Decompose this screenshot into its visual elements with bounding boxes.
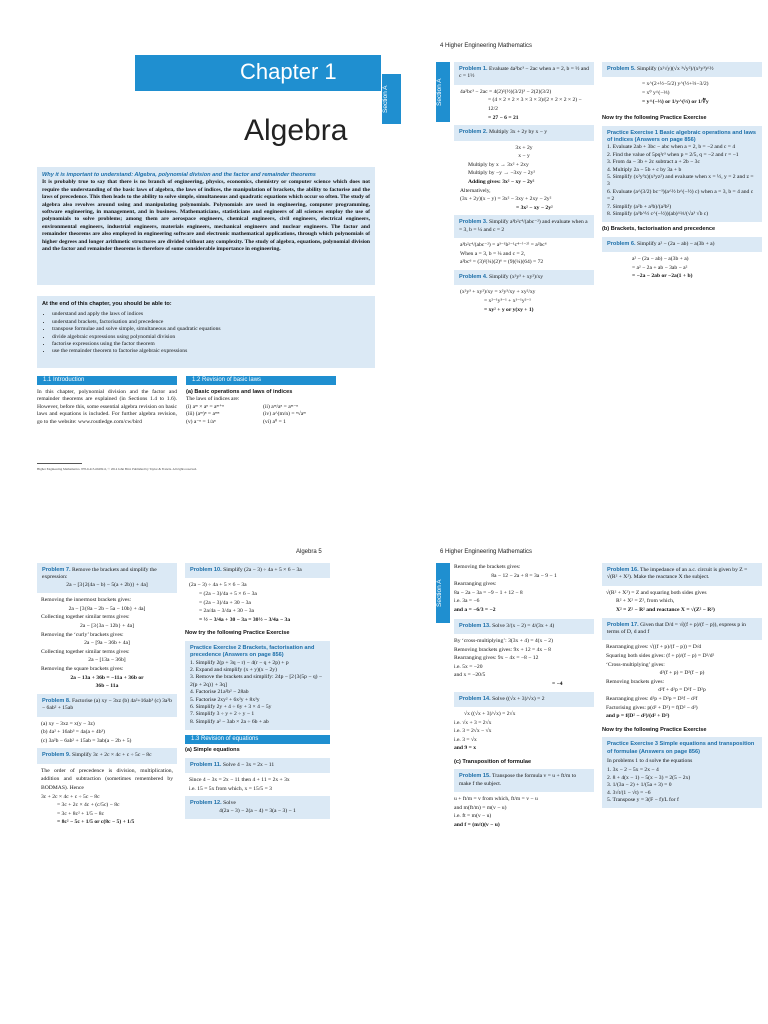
copyright-footer: Higher Engineering Mathematics. 978-0-415-66282-6, © 2014 John Bird. Published by Taylor & Francis. All rights reserved.: [37, 467, 198, 471]
problem-text: Simplify a³b²c⁴/(abc⁻²) and evaluate when a = 3, b = ¼ and c = 2: [459, 219, 588, 233]
exercise-item: 8. Simplify (a³b^½ c^(−½))(ab)^⅓/(√a³ √b c): [607, 211, 709, 218]
math-line: a³b²c⁴/(abc⁻²) = a³⁻¹b²⁻¹c⁴⁻⁽⁻²⁾ = a²bc⁶: [460, 242, 547, 249]
math-line: i.e. 3 = 2√x − √x: [454, 728, 492, 735]
subsection-heading: (b) Brackets, factorisation and precedence: [602, 226, 716, 233]
math-line: R² + X² = Z², from which,: [616, 598, 675, 605]
exercise-item: 5. Factorise 2xy² + 6x²y + 8x³y: [190, 696, 260, 703]
exercise-item: 1. Simplify 2(p + 3q − r) − 4(r − q + 2p) + p: [190, 659, 289, 666]
math-line: a² − (2a − ab) − a(3b + a): [632, 256, 689, 263]
exercise-item: 2. Expand and simplify (x + y)(x − 2y): [190, 667, 277, 673]
math-line: = 3x² − xy − 2y²: [516, 204, 553, 211]
math-line: = −4: [552, 680, 563, 687]
problem-7-box: [37, 563, 177, 593]
math-line: = 2a/4a − 3/4a + 30 − 3a: [199, 608, 255, 615]
math-line: Removing the ‘curly’ brackets gives:: [41, 631, 124, 638]
math-line: = xy² + y or y(xy + 1): [484, 306, 534, 313]
problem-label: Problem 6.: [607, 240, 636, 247]
math-line: = x⁰ y^(−⅓): [642, 90, 670, 96]
problem-2-solution: [454, 141, 594, 216]
problem-12-solution: [454, 563, 594, 615]
math-line: i.e. 5x = −20: [454, 663, 483, 670]
try-exercise-note: Now try the following Practice Exercise: [602, 115, 707, 122]
right-column: [602, 62, 762, 281]
practice-exercise-2: [185, 641, 330, 730]
problem-16-solution: [602, 586, 762, 618]
math-line: 2a − [3{8a − 2b − 5a − 10b} + 4a]: [68, 605, 146, 612]
math-line: By ‘cross-multiplying’: 3(3x + 4) = 4(x − 2): [454, 637, 553, 644]
page-4: [436, 40, 768, 465]
running-header: 4 Higher Engineering Mathematics: [440, 43, 533, 49]
section-heading-1-2: 1.2 Revision of basic laws: [186, 376, 336, 385]
law-item: (i) aᵐ × aⁿ = aᵐ⁺ⁿ: [186, 403, 224, 410]
problem-text: Simplify 3c + 2c × 4c + c ÷ 5c − 8c: [72, 752, 152, 759]
section-tab: Section A: [382, 74, 401, 124]
problem-13-solution: [454, 634, 594, 692]
problem-label: Problem 7.: [42, 567, 71, 573]
problem-text: Multiply 3x + 2y by x − y: [489, 129, 548, 136]
problem-label: Problem 9.: [42, 752, 71, 759]
math-line: d²(f + p) = D²(f − p): [659, 670, 705, 677]
right-column: [185, 563, 330, 819]
math-line: (c) 3a²b − 6ab² + 15ab = 3ab(a − 2b + 5): [41, 737, 132, 744]
problem-8-solution: [37, 717, 177, 749]
exercise-item: 7. Simplify 3 ÷ y + 2 ÷ y − 1: [190, 711, 255, 718]
problem-text: Evaluate 4a²bc³ − 2ac when a = 2, b = ½ and c = 1½: [459, 66, 589, 80]
math-line: 2a − [13a − 36b]: [88, 657, 126, 664]
problem-3-box: [454, 215, 594, 238]
problem-label: Problem 11.: [190, 761, 222, 768]
math-line: = x^(2+½−5/2) y^(½+⅔−3/2): [642, 81, 709, 88]
math-line: Squaring both sides gives: (f + p)/(f − p) = D²/d²: [606, 653, 715, 659]
problem-5-solution: [602, 77, 762, 112]
problem-17-solution: [602, 640, 762, 723]
problem-11-solution: [185, 773, 330, 796]
math-line: (b) 4a² + 16ab³ = 4a(a + 4b³): [41, 729, 106, 736]
math-line: = 3c + 2c × 4c + (c/5c) − 8c: [57, 802, 120, 809]
problem-label: Problem 2.: [459, 129, 488, 136]
problem-11-box: [185, 758, 330, 773]
math-line: 8a − 12 − 2a + 8 = 3a − 9 − 1: [491, 572, 557, 579]
exercise-item: 1. Evaluate 2ab + 3bc − abc when a = 2, b = −2 and c = 4: [607, 144, 736, 151]
problem-label: Problem 12.: [190, 800, 222, 807]
problem-9-box: [37, 748, 177, 763]
left-column: [454, 563, 594, 833]
outcome-item: • transpose formulae and solve simple, simultaneous and quadratic equations: [52, 326, 370, 333]
exercise-item: 3. From 4a − 3b + 2c subtract a + 2b − 3c: [607, 159, 700, 166]
math-line: = ½ − 3/4a + 30 − 3a = 30½ − 3/4a − 3a: [199, 616, 291, 623]
problem-15-solution: [454, 792, 594, 832]
math-line: and f = (m/t)(v − u): [454, 821, 500, 828]
right-column: [602, 563, 762, 808]
math-line: ‘Cross-multiplying’ gives:: [606, 661, 665, 668]
math-line: Removing brackets gives: 9x + 12 = 4x − 8: [454, 646, 551, 653]
problem-text: Solve ((√x + 3)/√x) = 2: [492, 695, 545, 702]
problem-14-box: [454, 692, 594, 707]
problem-intro: The order of precedence is division, multiplication, addition and subtraction (sometimes remembered by BODMAS). Hence: [41, 767, 173, 791]
problem-text: The impedance of an a.c. circuit is given by Z = √(R² + X²). Make the reactance X the subject.: [607, 567, 748, 581]
learning-outcomes-box: [37, 296, 375, 368]
problem-text: Given that D/d = √((f + p)/(f − p)), express p in terms of D, d and f: [607, 621, 746, 635]
law-item: (iv) a^(m/n) = ⁿ√aᵐ: [263, 411, 307, 418]
math-line: d²f + d²p = D²f − D²p: [658, 687, 706, 694]
exercise-title: Practice Exercise 1 Basic algebraic operations and laws of indices (Answers on page 856): [607, 129, 756, 143]
math-line: i.e. ft = m(v − u): [454, 813, 492, 820]
math-line: Since 4 − 3x = 2x − 11 then 4 + 11 = 2x + 3x: [189, 777, 290, 784]
problem-text: Simplify (x²y³ + xy²)/xy: [489, 273, 544, 280]
section-tab: Section A: [436, 62, 450, 122]
problem-text: Solve 4 − 3x = 2x − 11: [222, 761, 275, 768]
exercise-intro: In problems 1 to 4 solve the equations: [607, 757, 693, 764]
try-exercise-note: Now try the following Practice Exercise: [602, 726, 707, 733]
exercise-item: 4. Multiply 2a − 5b + c by 3a + b: [607, 166, 682, 173]
exercise-item: 2. Find the value of 5pq²r³ when p = 2/5, q = −2 and r = −1: [607, 151, 739, 158]
problem-text: Simplify (x²√y)(√x ³√y²)/(x⁵y³)^½: [637, 66, 714, 72]
problem-14-solution: [454, 707, 594, 756]
outcome-item: • understand and apply the laws of indices: [52, 311, 370, 318]
practice-exercise-1: [602, 126, 762, 223]
math-line: Removing the square brackets gives:: [41, 665, 124, 672]
outcome-item: • use the remainder theorem to factorise algebraic expressions: [52, 348, 370, 355]
law-item: (v) a⁻ⁿ = 1/aⁿ: [186, 418, 216, 425]
math-line: Adding gives: 3x² − xy − 2y²: [468, 178, 535, 185]
math-line: X² = Z² − R² and reactance X = √(Z² − R²): [616, 607, 715, 613]
section-tab: Section A: [436, 563, 450, 623]
exercise-item: 6. Evaluate (a^(3/2) bc⁻³)(a^½ b^(−½) c) when a = 3, b = 4 and c = 2: [607, 188, 754, 203]
problem-text: Factorise (a) xy − 3xz (b) 4a²+16ab³ (c) 3a²b − 6ab² + 15ab: [42, 697, 172, 712]
math-line: 3c + 2c × 4c + c ÷ 5c − 8c: [41, 793, 100, 800]
math-line: = a² − 2a + ab − 3ab − a²: [632, 264, 688, 271]
problem-label: Problem 8.: [42, 697, 71, 704]
problem-4-box: [454, 270, 594, 285]
math-line: i.e. √x + 3 = 2√x: [454, 719, 492, 726]
problem-15-box: [454, 769, 594, 792]
math-line: Collecting together similar terms gives:: [41, 648, 130, 655]
exercise-item: 5. Transpose y = 3(F − f)/L for f: [607, 797, 679, 803]
math-line: Multiply by −y → −3xy − 2y²: [468, 170, 536, 177]
math-line: (a) xy − 3xz = x(y − 3z): [41, 720, 95, 727]
math-line: Rearranging gives: d²p + D²p = D²f − d²f: [606, 695, 698, 702]
math-line: 4a²bc³ − 2ac = 4(2)²(½)(3/2)³ − 2(2)(3/2): [460, 88, 552, 95]
problem-label: Problem 16.: [607, 567, 639, 573]
problem-7-solution: [37, 593, 177, 694]
exercise-item: 5. Simplify (x²y³z)(x³yz²) and evaluate when x = ½, y = 2 and z = 3: [607, 174, 754, 188]
why-text: It is probably true to say that there is no branch of engineering, physics, economics, chemistry or computer science which does not require the understanding of the basic laws of algebra, the laws of indices, the manipulation of brackets, the ability to factorise and the laws of precedence. This then leads to the ability to solve simple, simultaneous and quadratic equations which occur so often. The study of algebra also revolves around using and manipulating polynomials. Polynomials are used in engineering, computer programming, software engineering, in management, and in business. Mathematicians, statisticians and engineers of all sciences employ the use of polynomials to solve problems; among them are aerospace engineers, chemical engineers, civil engineers, electrical engineers, environmental engineers, industrial engineers, materials engineers, mechanical engineers and nuclear engineers. The factor and remainder theorems are also employed in engineering software and electronic mathematical applications, through which polynomials of higher degrees and longer arithmetic structures are divided without any complexity. The study of algebra, equations, polynomial division and the factor and remainder theorems is therefore of some considerable importance in engineering.: [42, 179, 370, 253]
math-line: 2a − [9a − 36b + 4a]: [84, 640, 130, 647]
try-exercise-note: Now try the following Practice Exercise: [185, 630, 290, 637]
problem-16-box: [602, 563, 762, 586]
problem-text: Remove the brackets and simplify the expression:: [42, 567, 157, 581]
math-line: Alternatively,: [460, 187, 491, 194]
math-line: Removing brackets gives:: [606, 678, 665, 685]
left-column: [454, 62, 594, 317]
exercise-item: 4. Factorise 21a²b² − 28ab: [190, 689, 249, 696]
problem-17-box: [602, 618, 762, 641]
page-5: [0, 545, 332, 1024]
math-line: 36b − 11a: [95, 683, 119, 690]
math-line: and 9 = x: [454, 745, 476, 752]
exercise-item: 2. 8 + 4(x − 1) − 5(x − 3) = 2(5 − 2x): [607, 774, 691, 781]
math-line: u + ft/m = v from which, ft/m = v − u: [454, 796, 538, 803]
problem-label: Problem 5.: [607, 66, 636, 72]
math-line: Removing the brackets gives:: [454, 564, 521, 570]
math-line: 2a − 13a + 36b = −11a + 36b or: [70, 674, 144, 681]
outcomes-heading: At the end of this chapter, you should be able to:: [42, 301, 172, 307]
exercise-title: Practice Exercise 3 Simple equations and transposition of formulae (Answers on page 856): [607, 741, 755, 755]
problem-8-box: [37, 694, 177, 717]
section-heading-1-3: 1.3 Revision of equations: [185, 735, 330, 744]
math-line: and a = −6/3 = −2: [454, 606, 496, 613]
law-item: (iii) (aᵐ)ⁿ = aᵐⁿ: [186, 411, 220, 418]
math-line: Multiply by x → 3x² + 2xy: [468, 161, 529, 168]
problem-4-solution: [454, 285, 594, 317]
exercise-item: 7. Simplify (a²b + a³b)/(a²b²): [607, 203, 672, 210]
intro-text: In this chapter, polynomial division and the factor and remainder theorems are explained (in Sections 1.4 to 1.6). However, before this, some essential algebra revision on basic laws and equations is included. For further algebra revision, go to the website: www.routledge.com/cw/bird: [37, 389, 177, 425]
problem-expression: 2a − [3{2(4a − b) − 5(a + 2b)} + 4a]: [66, 581, 148, 588]
outcomes-list: [42, 311, 370, 355]
problem-text: Solve: [223, 800, 236, 807]
exercise-item: 6. Simplify 2y + 4 ÷ 6y + 3 × 4 − 5y: [190, 704, 272, 711]
problem-text: Solve 3/(x − 2) = 4/(3x + 4): [492, 622, 555, 629]
math-line: √(R² + X²) = Z and squaring both sides gives: [606, 589, 707, 596]
problem-9-solution: [37, 764, 177, 830]
math-line: (3x + 2y)(x − y) = 3x² − 3xy + 2xy − 2y²: [460, 196, 552, 203]
problem-label: Problem 10.: [190, 567, 222, 573]
math-line: a²bc⁶ = (3)²(¼)(2)⁶ = (9)(¼)(64) = 72: [460, 259, 544, 266]
math-line: = 3c + 8c² + 1/5 − 8c: [57, 810, 105, 817]
math-line: = (2a − 3)/4a + 5 × 6 − 3a: [199, 591, 257, 597]
math-line: (x²y³ + xy²)/xy = x²y³/xy + xy²/xy: [460, 289, 536, 296]
problem-label: Problem 15.: [459, 773, 491, 780]
problem-label: Problem 17.: [607, 621, 639, 628]
math-line: i.e. 3a = −6: [454, 598, 480, 605]
laws-intro: The laws of indices are:: [186, 396, 240, 403]
section-heading-1-1: 1.1 Introduction: [37, 376, 177, 385]
problem-2-box: [454, 125, 594, 140]
math-line: 2a − [3{3a − 12b} + 4a]: [80, 623, 134, 629]
math-line: √x ((√x + 3)/√x) = 2√x: [464, 710, 516, 717]
problem-text: Simplify (2a − 3) ÷ 4a + 5 × 6 − 3a: [223, 567, 302, 573]
math-line: Rearranging gives: 9x − 4x = −8 − 12: [454, 655, 539, 662]
math-line: (2a − 3) ÷ 4a + 5 × 6 − 3a: [189, 582, 247, 589]
why-important-box: [37, 167, 375, 285]
math-line: i.e. 15 = 5x from which, x = 15/5 = 3: [189, 785, 272, 792]
problem-13-box: [454, 619, 594, 634]
problem-text: Transpose the formula v = u + ft/m to make f the subject.: [459, 773, 577, 787]
exercise-item: 3. 1/(3a − 2) + 1/(5a + 3) = 0: [607, 782, 672, 789]
laws-subheading: (a) Basic operations and laws of indices: [186, 389, 293, 395]
math-line: and p = f(D² − d²)/(d² + D²): [606, 713, 670, 720]
problem-label: Problem 1.: [459, 66, 488, 72]
problem-1-solution: [454, 85, 594, 125]
problem-6-solution: [602, 252, 762, 281]
math-line: Factorising gives: p(d² + D²) = f(D² − d²): [606, 704, 698, 711]
exercise-item: 3. Remove the brackets and simplify: 24p − [2{3(5p − q) − 2(p + 2q)} + 3q]: [190, 674, 323, 688]
subsection-heading: (c) Transposition of formulae: [454, 758, 532, 765]
outcome-item: • divide algebraic expressions using polynomial division: [52, 334, 370, 341]
chapter-number: Chapter 1: [240, 59, 337, 84]
chapter-title: Algebra: [244, 114, 348, 147]
math-line: = 8c² − 5c + 1/5 or c(8c − 5) + 1/5: [57, 819, 135, 826]
problem-12-box: [185, 796, 330, 819]
footnote-rule: [37, 463, 82, 464]
math-line: and x = −20/5: [454, 672, 486, 679]
math-line: = (2a − 3)/4a + 30 − 3a: [199, 599, 251, 606]
outcome-item: • factorise expressions using the factor theorem: [52, 341, 370, 348]
problem-3-solution: [454, 238, 594, 270]
problem-1-box: [454, 62, 594, 85]
exercise-item: 1. 3x − 2 − 5x = 2x − 4: [607, 767, 659, 774]
page-chapter-opener: [0, 12, 389, 482]
why-heading: Why it is important to understand: Algebra, polynomial division and the factor and remainder theorems: [42, 172, 316, 178]
problem-label: Problem 4.: [459, 273, 488, 280]
problem-text: Simplify a² − (2a − ab) − a(3b + a): [637, 240, 715, 247]
math-line: When a = 3, b = ¼ and c = 2,: [460, 250, 526, 257]
math-line: 8a − 2a − 3a = −9 − 1 + 12 − 8: [454, 589, 523, 596]
math-line: = 27 − 6 = 21: [488, 114, 519, 121]
math-line: = y^(−⅓) or 1/y^(⅓) or 1/∛y: [642, 98, 709, 105]
problem-label: Problem 3.: [459, 219, 488, 226]
practice-exercise-3: [602, 737, 762, 808]
problem-5-box: [602, 62, 762, 77]
law-item: (ii) aᵐ/aⁿ = aᵐ⁻ⁿ: [263, 403, 299, 410]
left-column: [37, 563, 177, 830]
law-item: (vi) a⁰ = 1: [263, 418, 286, 425]
problem-10-box: [185, 563, 330, 578]
math-line: 3x + 2y: [515, 144, 533, 151]
exercise-item: 8. Simplify a² − 3ab × 2a ÷ 6b + ab: [190, 718, 269, 725]
math-line: Rearranging gives:: [454, 581, 497, 588]
math-line: Rearranging gives: √((f + p)/(f − p)) = D/d: [606, 644, 702, 651]
running-header: 6 Higher Engineering Mathematics: [440, 549, 533, 555]
page-6: [436, 545, 768, 1024]
exercise-item: 4. 3√t/(1 − √t) = −6: [607, 789, 651, 796]
problem-10-solution: [185, 578, 330, 627]
problem-label: Problem 13.: [459, 622, 491, 629]
math-line: i.e. 3 = √x: [454, 736, 477, 743]
math-line: Removing the innermost brackets gives:: [41, 597, 132, 604]
exercise-title: Practice Exercise 2 Brackets, factorisation and precedence (Answers on page 856): [190, 644, 315, 659]
math-line: and m(ft/m) = m(v − u): [454, 804, 507, 811]
problem-expression: 4(2a − 3) − 2(a − 4) = 3(a − 3) − 1: [219, 807, 296, 814]
problem-label: Problem 14.: [459, 695, 491, 702]
laws-block: [186, 389, 336, 426]
outcome-item: • understand brackets, factorisation and precedence: [52, 319, 370, 326]
subsection-heading: (a) Simple equations: [185, 747, 240, 754]
math-line: x − y: [518, 153, 530, 160]
math-line: Collecting together similar terms gives:: [41, 614, 130, 621]
math-line: = (4 × 2 × 2 × 3 × 3 × 3)/(2 × 2 × 2 × 2) − 12/2: [488, 97, 582, 112]
running-header: Algebra 5: [296, 549, 322, 555]
math-line: = −2a − 2ab or −2a(1 + b): [632, 273, 693, 280]
problem-6-box: [602, 237, 762, 252]
math-line: = x²⁻¹y³⁻¹ + x¹⁻¹y²⁻¹: [484, 297, 531, 304]
